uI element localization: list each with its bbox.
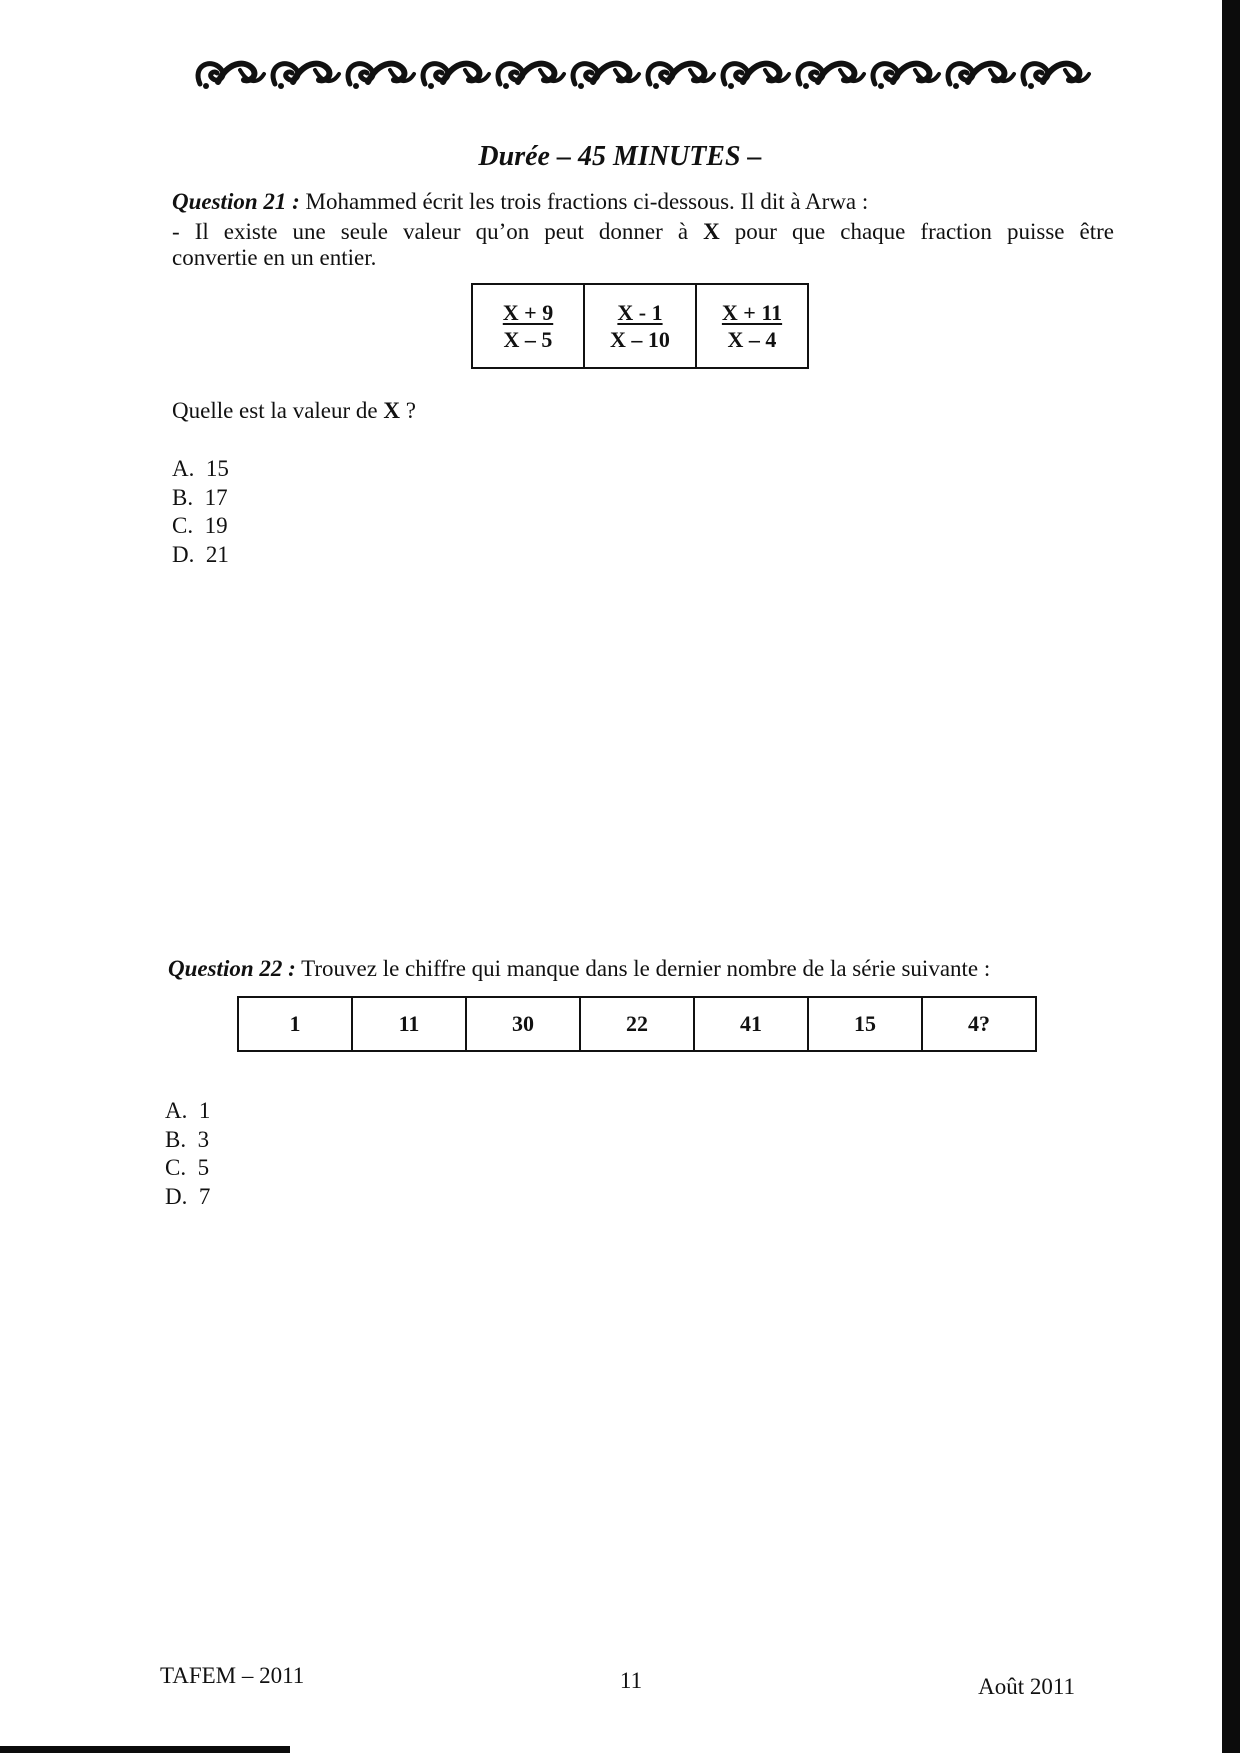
option-letter: A. <box>172 456 195 481</box>
fraction-numerator: X + 11 <box>721 300 783 325</box>
variable-x: X <box>383 398 401 423</box>
prompt-text: Quelle est la valeur de <box>172 398 384 423</box>
option-value: 3 <box>197 1126 210 1152</box>
option-value: 19 <box>204 513 228 538</box>
question-21-title: Question 21 : <box>172 189 300 214</box>
answer-option-a <box>165 1097 210 1126</box>
series-cell: 11 <box>352 997 466 1051</box>
number-series-table <box>237 996 1037 1052</box>
series-cell: 41 <box>694 997 808 1051</box>
answer-option-b <box>172 484 229 513</box>
option-letter: B. <box>165 1126 187 1152</box>
option-letter: D. <box>165 1183 188 1209</box>
statement-text-post: pour que chaque fraction puisse être <box>719 219 1114 244</box>
series-cell: 22 <box>580 997 694 1051</box>
question-21-options <box>172 455 229 569</box>
fraction <box>722 299 782 353</box>
option-letter: D. <box>172 541 195 567</box>
question-22-options <box>165 1097 210 1211</box>
fraction-numerator: X + 9 <box>502 300 554 325</box>
fraction-denominator: X – 5 <box>503 327 553 352</box>
answer-option-c <box>165 1154 210 1183</box>
option-value: 5 <box>197 1155 210 1180</box>
scan-border-bottom <box>0 1746 290 1753</box>
fraction <box>503 299 553 353</box>
question-22-body: Trouvez le chiffre qui manque dans le dernier nombre de la série suivante : <box>295 956 991 981</box>
question-22-title: Question 22 : <box>168 956 296 981</box>
question-22-text <box>168 956 990 982</box>
option-letter: A. <box>165 1098 188 1123</box>
answer-option-a <box>172 455 229 484</box>
option-letter: C. <box>165 1155 187 1180</box>
answer-option-b <box>165 1126 210 1155</box>
statement-text-pre: - Il existe une seule valeur qu’on peut donner à <box>172 219 704 244</box>
fraction-cell <box>584 284 696 368</box>
fraction-denominator: X – 4 <box>727 327 777 352</box>
question-21-intro-text: Mohammed écrit les trois fractions ci-dessous. Il dit à Arwa : <box>299 189 869 214</box>
answer-option-d <box>172 541 229 570</box>
option-value: 17 <box>204 484 228 510</box>
fraction <box>610 299 670 353</box>
footer-exam-name: TAFEM – 2011 <box>160 1663 305 1688</box>
series-cell: 15 <box>808 997 922 1051</box>
series-cell-missing-digit: 4? <box>922 997 1036 1051</box>
answer-option-c <box>172 512 229 541</box>
variable-x: X <box>703 219 720 244</box>
fraction-cell <box>472 284 584 368</box>
page-number: 11 <box>619 1668 643 1693</box>
duration-heading: Durée – 45 MINUTES – <box>478 141 762 172</box>
answer-option-d <box>165 1183 210 1212</box>
option-letter: B. <box>172 484 194 510</box>
option-value: 1 <box>198 1098 211 1123</box>
fractions-table <box>471 283 809 369</box>
scan-border-right <box>1222 0 1240 1753</box>
option-value: 7 <box>198 1183 211 1209</box>
decorative-ornament-border <box>192 40 1092 100</box>
question-21-statement-line2: convertie en un entier. <box>172 245 377 270</box>
option-value: 21 <box>205 541 229 567</box>
series-cell: 1 <box>238 997 352 1051</box>
question-21-intro <box>172 189 1122 215</box>
fraction-cell <box>696 284 808 368</box>
option-value: 15 <box>205 456 229 481</box>
series-cell: 30 <box>466 997 580 1051</box>
fraction-numerator: X - 1 <box>617 300 663 325</box>
fraction-denominator: X – 10 <box>610 327 670 352</box>
prompt-question-mark: ? <box>400 398 416 423</box>
question-21-statement-line1 <box>172 219 1114 245</box>
footer-date: Août 2011 <box>978 1674 1075 1699</box>
question-21-prompt <box>172 398 416 424</box>
option-letter: C. <box>172 513 194 538</box>
